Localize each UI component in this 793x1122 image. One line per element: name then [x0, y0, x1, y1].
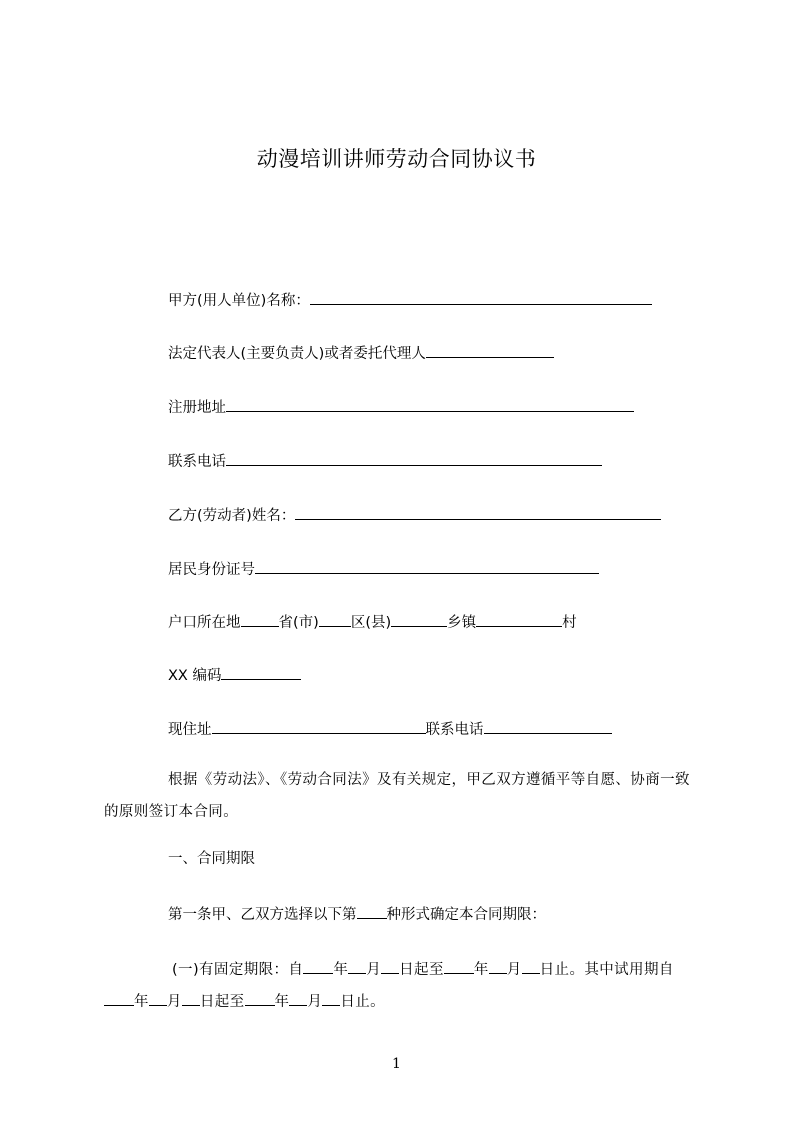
registered-address-label: 注册地址 [168, 400, 226, 416]
end-day-blank[interactable] [522, 959, 540, 974]
year-label-3: 年 [134, 994, 149, 1010]
household-line [168, 612, 577, 633]
party-a-phone-blank[interactable] [226, 451, 602, 466]
registered-address-blank[interactable] [226, 397, 634, 412]
year-label-4: 年 [274, 994, 290, 1010]
party-a-phone-line [168, 451, 602, 472]
party-a-name-blank[interactable] [310, 290, 652, 305]
article-1-option-blank[interactable] [357, 904, 387, 919]
town-blank[interactable] [391, 612, 447, 627]
year-label-1: 年 [333, 962, 349, 978]
village-blank[interactable] [476, 612, 562, 627]
month-label-2: 月 [506, 962, 522, 978]
probation-start-year-blank[interactable] [104, 991, 134, 1006]
party-b-name-line [168, 505, 661, 526]
month-label-4: 月 [307, 994, 323, 1010]
representative-line [168, 343, 554, 364]
fixed-term-label: (一)有固定期限：自 [172, 962, 304, 978]
article-1-line [168, 904, 546, 925]
section-1-heading: 一、合同期限 [168, 851, 255, 867]
start-year-blank[interactable] [303, 959, 333, 974]
page-title: 动漫培训讲师劳动合同协议书 [256, 147, 537, 171]
start-month-blank[interactable] [348, 959, 366, 974]
party-a-name-line [168, 290, 652, 311]
start-day-blank[interactable] [381, 959, 399, 974]
village-label: 村 [562, 615, 577, 631]
province-blank[interactable] [241, 612, 279, 627]
page-number: 1 [392, 1056, 401, 1072]
probation-end-month-blank[interactable] [289, 991, 307, 1006]
registered-address-line [168, 397, 634, 418]
end-year-blank[interactable] [444, 959, 474, 974]
probation-start-month-blank[interactable] [149, 991, 167, 1006]
probation-end-year-blank[interactable] [245, 991, 275, 1006]
party-b-phone-blank[interactable] [484, 719, 612, 734]
party-a-phone-label: 联系电话 [168, 454, 226, 470]
probation-start-day-blank[interactable] [182, 991, 200, 1006]
party-a-name-label: 甲方(用人单位)名称： [168, 293, 310, 309]
day-until-label-1: 日止。 [539, 962, 585, 978]
year-label-2: 年 [473, 962, 489, 978]
day-from-label-1: 日起至 [399, 962, 444, 978]
town-label: 乡镇 [447, 615, 477, 631]
id-number-line [168, 559, 599, 580]
day-until-label-2: 日止。 [340, 994, 386, 1010]
current-address-label: 现住址 [168, 722, 212, 738]
day-from-label-2: 日起至 [199, 994, 245, 1010]
id-number-label: 居民身份证号 [168, 562, 255, 578]
probation-end-day-blank[interactable] [322, 991, 340, 1006]
representative-label: 法定代表人(主要负责人)或者委托代理人 [168, 346, 426, 362]
district-label: 区(县) [350, 615, 392, 631]
id-number-blank[interactable] [255, 559, 599, 574]
article-1-prefix: 第一条甲、乙双方选择以下第 [168, 907, 357, 923]
current-address-line [168, 719, 612, 740]
postcode-line [168, 665, 301, 686]
party-b-phone-label: 联系电话 [425, 722, 484, 738]
household-label: 户口所在地 [168, 615, 241, 631]
party-b-name-label: 乙方(劳动者)姓名： [168, 508, 296, 524]
representative-blank[interactable] [426, 343, 554, 358]
month-label-3: 月 [166, 994, 182, 1010]
postcode-blank[interactable] [221, 665, 301, 680]
article-1-suffix: 种形式确定本合同期限： [386, 907, 546, 923]
province-label: 省(市) [278, 615, 319, 631]
party-b-name-blank[interactable] [295, 505, 661, 520]
month-label-1: 月 [366, 962, 382, 978]
fixed-term-paragraph [104, 954, 700, 1018]
preamble-paragraph: 根据《劳动法》、《劳动合同法》及有关规定，甲乙双方遵循平等自愿、协商一致的原则签订本合同。 [104, 772, 690, 820]
district-blank[interactable] [319, 612, 351, 627]
probation-label: 其中试用期自 [584, 962, 674, 978]
postcode-label: XX 编码 [168, 668, 222, 684]
end-month-blank[interactable] [489, 959, 507, 974]
current-address-blank[interactable] [212, 719, 426, 734]
